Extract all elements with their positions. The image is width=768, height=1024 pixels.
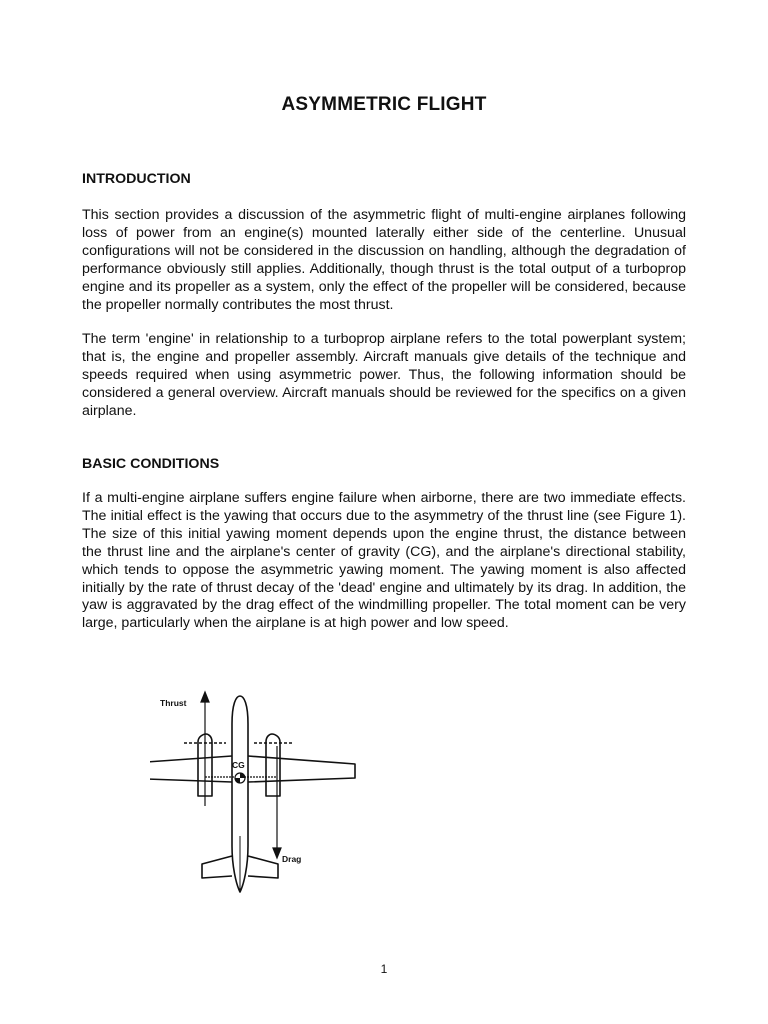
left-wing — [150, 756, 232, 782]
airplane-diagram — [150, 686, 370, 901]
figure-asymmetric-thrust — [150, 686, 370, 901]
intro-paragraph-1: This section provides a discussion of the asymmetric flight of multi-engine airplanes following loss of power from an engine(s) mounted laterally either side of the centerline. Unusual configurations will not be considered in the discussion on handling, although the degradation of performance obviously still applies. Additionally, though thrust is the total output of a turboprop engine and its propeller as a system, only the effect of the propeller will be considered, because the propeller normally contributes the most thrust. — [82, 207, 686, 313]
drag-arrow — [273, 848, 281, 858]
thrust-arrow — [201, 692, 209, 702]
right-tailplane — [248, 856, 278, 878]
basic-conditions-paragraph: If a multi-engine airplane suffers engine failure when airborne, there are two immediate effects. The initial effect is the yawing that occurs due to the asymmetry of the thrust line (see Figure 1). The size of this initial yawing moment depends upon the engine thrust, the distance between the thrust line and the airplane's center of gravity (CG), and the airplane's directional stability, which tends to oppose the asymmetric yawing moment. The yawing moment is also affected initially by the rate of thrust decay of the 'dead' engine and ultimately by its drag. In addition, the yaw is aggravated by the drag effect of the windmilling propeller. The total moment can be very large, particularly when the airplane is at high power and low speed. — [82, 490, 686, 632]
right-wing — [248, 756, 355, 782]
left-tailplane — [202, 856, 232, 878]
page-number: 1 — [380, 962, 388, 976]
section-heading-introduction: INTRODUCTION — [82, 171, 191, 187]
thrust-label: Thrust — [160, 698, 187, 708]
page-title: ASYMMETRIC FLIGHT — [281, 94, 487, 115]
right-nacelle — [266, 734, 280, 796]
cg-label: CG — [232, 760, 245, 770]
section-heading-basic-conditions: BASIC CONDITIONS — [82, 456, 220, 472]
cg-symbol — [235, 773, 245, 783]
drag-label: Drag — [282, 854, 302, 864]
intro-paragraph-2: The term 'engine' in relationship to a turboprop airplane refers to the total powerplant system; that is, the engine and propeller assembly. Aircraft manuals give details of the technique and speeds required when using asymmetric power. Thus, the following information should be considered a general overview. Aircraft manuals should be reviewed for the specifics on a given airplane. — [82, 331, 686, 419]
